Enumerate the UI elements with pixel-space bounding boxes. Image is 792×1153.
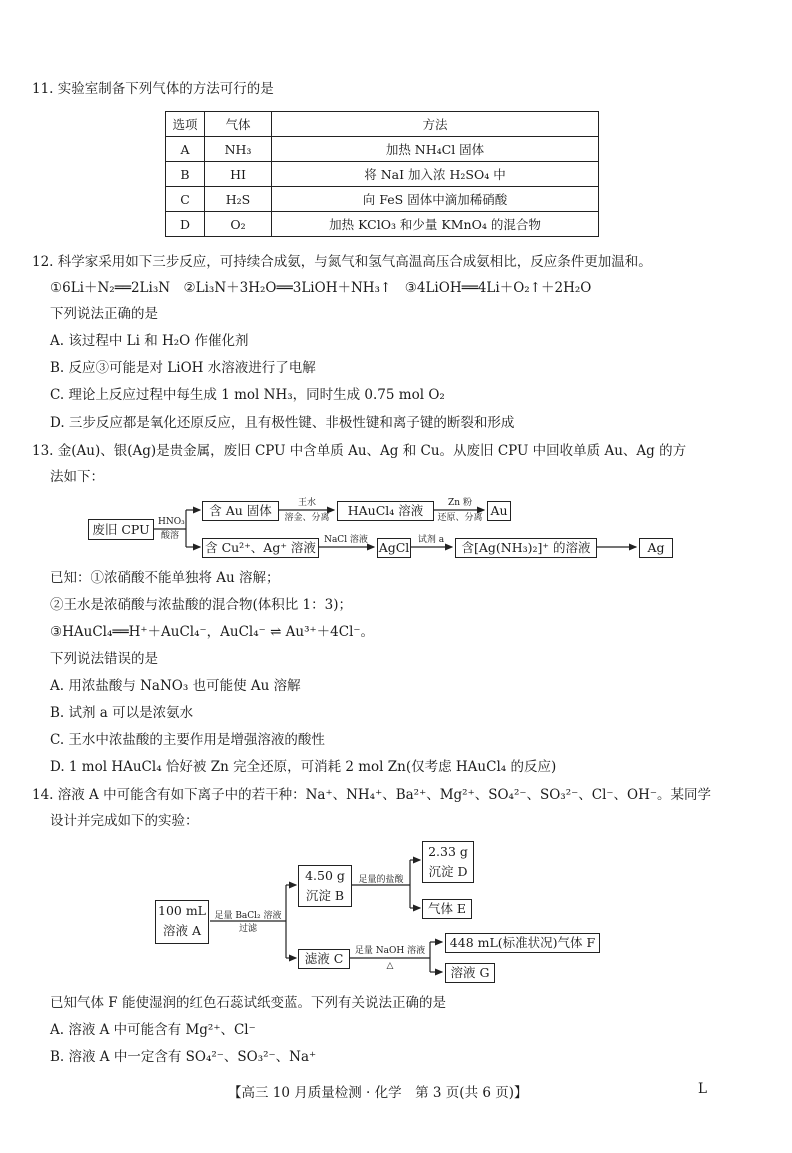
- flow-box-solution-a: [155, 900, 209, 944]
- q13-stem-line1: 13. 金(Au)、银(Ag)是贵金属，废旧 CPU 中含单质 Au、Ag 和 Cu。从废旧 CPU 中回收单质 Au、Ag 的方: [32, 443, 687, 459]
- table-cell: O₂: [205, 212, 272, 237]
- table-header-cell: 选项: [166, 112, 205, 137]
- page-footer: 【高三 10 月质量检测 · 化学 第 3 页(共 6 页)】: [228, 1085, 528, 1101]
- flow-box-au-solid: 含 Au 固体: [202, 501, 279, 521]
- table-cell: A: [166, 137, 205, 162]
- q13-option-c: C. 王水中浓盐酸的主要作用是增强溶液的酸性: [50, 732, 325, 748]
- q12-option-d: D. 三步反应都是氧化还原反应，且有极性键、非极性键和离子键的断裂和形成: [50, 415, 515, 431]
- q13-known-1: 已知：①浓硝酸不能单独将 Au 溶解；: [50, 570, 280, 586]
- flow-reagent1-bottom: 酸溶: [160, 531, 179, 541]
- q13-known-3: ③HAuCl₄══H⁺＋AuCl₄⁻，AuCl₄⁻ ⇌ Au³⁺＋4Cl⁻。: [50, 624, 375, 640]
- flow-arrow5-top: 试剂 a: [417, 535, 445, 545]
- flow-box-cu-ag: 含 Cu²⁺、Ag⁺ 溶液: [202, 538, 319, 558]
- q13-question: 下列说法错误的是: [50, 651, 158, 667]
- table-cell: D: [166, 212, 205, 237]
- q14-option-a: A. 溶液 A 中可能含有 Mg²⁺、Cl⁻: [50, 1022, 256, 1038]
- flow-box-filtrate-c: 滤液 C: [298, 949, 350, 969]
- flow-box-agcl: AgCl: [377, 538, 411, 558]
- table-cell: 向 FeS 固体中滴加稀硝酸: [272, 187, 599, 212]
- q13-known-2: ②王水是浓硝酸与浓盐酸的混合物(体积比 1：3)；: [50, 597, 353, 613]
- flow-reagent1-top: HNO₃: [158, 517, 185, 527]
- flow-box-au: Au: [487, 501, 511, 521]
- table-cell: H₂S: [205, 187, 272, 212]
- q14-stem-line1: 14. 溶液 A 中可能含有如下离子中的若干种：Na⁺、NH₄⁺、Ba²⁺、Mg²⁺、SO₄²⁻、SO₃²⁻、Cl⁻、OH⁻。某同学: [32, 787, 711, 803]
- table-cell: 加热 KClO₃ 和少量 KMnO₄ 的混合物: [272, 212, 599, 237]
- box-d-label: 沉淀 D: [428, 864, 468, 879]
- flow-arrow4-top: NaCl 溶液: [324, 535, 368, 545]
- box-a-volume: 100 mL: [158, 903, 206, 918]
- table-cell: 加热 NH₄Cl 固体: [272, 137, 599, 162]
- q12-question: 下列说法正确的是: [50, 306, 158, 322]
- flow-arrow3-top: Zn 粉: [448, 498, 472, 508]
- table-header-cell: 气体: [205, 112, 272, 137]
- flow-q14-arrow3-top: 足量 NaOH 溶液: [354, 946, 426, 956]
- flow-arrow2-top: 王水: [297, 498, 316, 508]
- q12-stem: 12. 科学家采用如下三步反应，可持续合成氨，与氮气和氢气高温高压合成氨相比，反应条件更加温和。: [32, 254, 652, 270]
- flow-box-solution-g: 溶液 G: [445, 963, 495, 983]
- box-b-mass: 4.50 g: [305, 868, 345, 883]
- table-cell: NH₃: [205, 137, 272, 162]
- box-b-label: 沉淀 B: [305, 888, 345, 903]
- q13-option-d: D. 1 mol HAuCl₄ 恰好被 Zn 完全还原，可消耗 2 mol Zn(仅考虑 HAuCl₄ 的反应): [50, 759, 557, 775]
- q12-reactions: ①6Li＋N₂══2Li₃N ②Li₃N＋3H₂O══3LiOH＋NH₃↑ ③4LiOH══4Li＋O₂↑＋2H₂O: [50, 280, 592, 296]
- flow-q14-arrow2-top: 足量的盐酸: [358, 875, 404, 885]
- flow-box-precipitate-d: [422, 841, 474, 883]
- flow-q14-arrow1-bottom: 过滤: [238, 924, 257, 934]
- flow-q14-arrow3-bottom: △: [386, 961, 394, 971]
- q13-stem-line2: 法如下：: [50, 469, 104, 485]
- flow-q14-arrow1-top: 足量 BaCl₂ 溶液: [214, 911, 282, 921]
- flow-arrow2-bottom: 溶金、分离: [284, 513, 330, 523]
- table-cell: B: [166, 162, 205, 187]
- flow-box-gas-f: 448 mL(标准状况)气体 F: [445, 933, 600, 953]
- q13-option-a: A. 用浓盐酸与 NaNO₃ 也可能使 Au 溶解: [50, 678, 301, 694]
- flow-box-haucl4: HAuCl₄ 溶液: [337, 501, 434, 521]
- q12-option-c: C. 理论上反应过程中每生成 1 mol NH₃，同时生成 0.75 mol O₂: [50, 387, 445, 403]
- flow-box-ag: Ag: [639, 538, 673, 558]
- q14-known: 已知气体 F 能使湿润的红色石蕊试纸变蓝。下列有关说法正确的是: [50, 995, 446, 1011]
- flow-box-precipitate-b: [298, 865, 352, 907]
- box-a-label: 溶液 A: [162, 923, 201, 938]
- table-cell: HI: [205, 162, 272, 187]
- page-footer-code: L: [698, 1081, 707, 1097]
- q12-option-b: B. 反应③可能是对 LiOH 水溶液进行了电解: [50, 360, 316, 376]
- flow-box-complex: 含[Ag(NH₃)₂]⁺ 的溶液: [455, 538, 597, 558]
- table-header-cell: 方法: [272, 112, 599, 137]
- box-d-mass: 2.33 g: [428, 844, 468, 859]
- q11-stem: 11. 实验室制备下列气体的方法可行的是: [32, 81, 274, 97]
- flow-arrow3-bottom: 还原、分离: [437, 513, 483, 523]
- flow-box-start: 废旧 CPU: [88, 519, 154, 540]
- q14-stem-line2: 设计并完成如下的实验：: [50, 813, 199, 829]
- flow-box-gas-e: 气体 E: [422, 899, 472, 919]
- q14-option-b: B. 溶液 A 中一定含有 SO₄²⁻、SO₃²⁻、Na⁺: [50, 1049, 317, 1065]
- q13-option-b: B. 试剂 a 可以是浓氨水: [50, 705, 194, 721]
- table-cell: C: [166, 187, 205, 212]
- q12-option-a: A. 该过程中 Li 和 H₂O 作催化剂: [50, 333, 249, 349]
- table-cell: 将 NaI 加入浓 H₂SO₄ 中: [272, 162, 599, 187]
